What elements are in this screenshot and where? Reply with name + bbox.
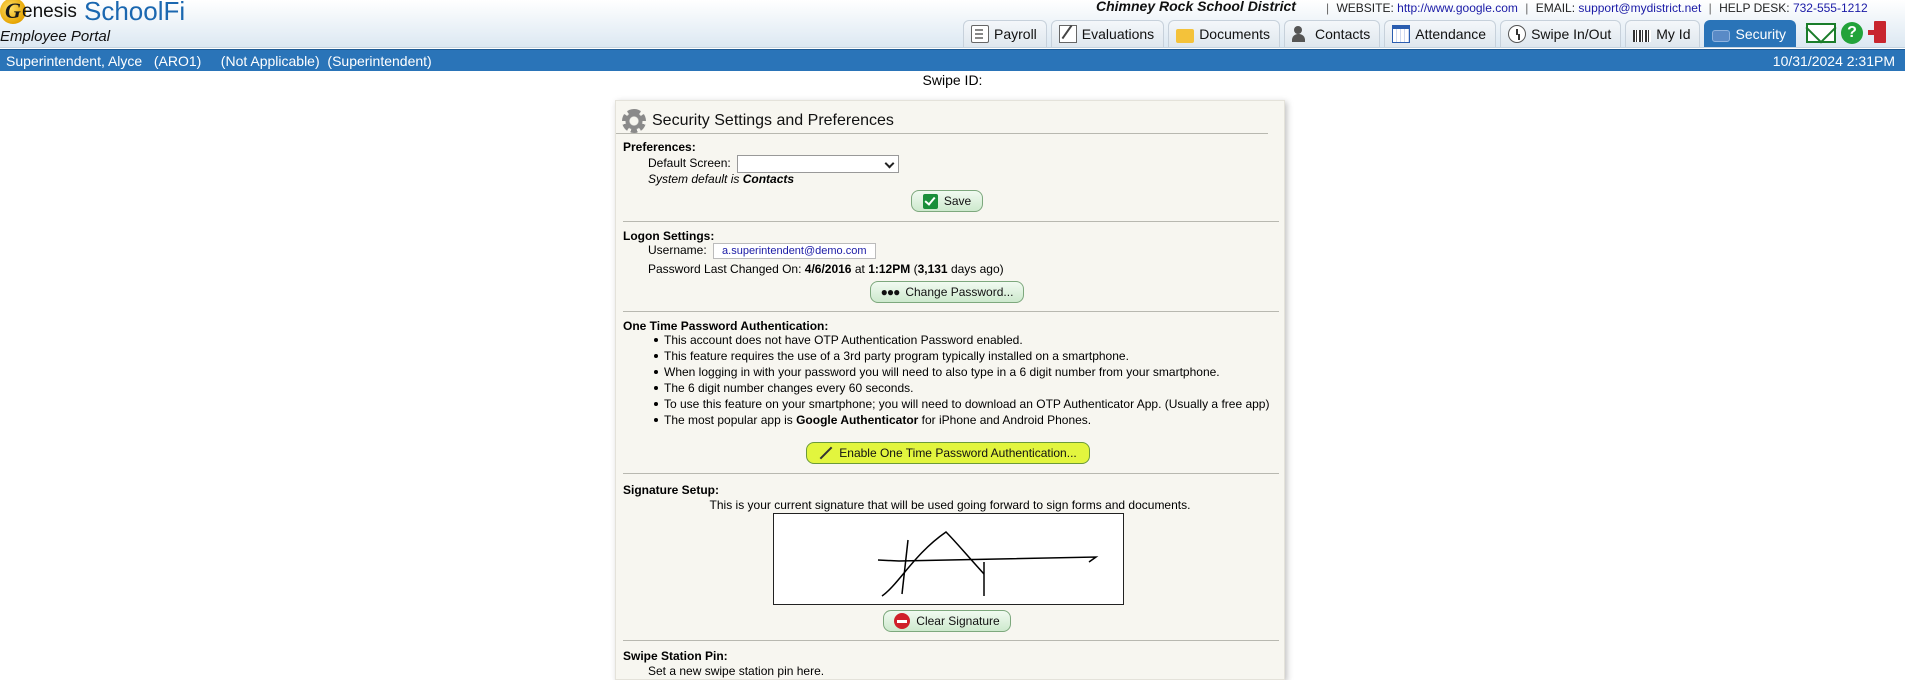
user-info-bar — [0, 49, 1905, 71]
tab-payroll[interactable]: Payroll — [963, 20, 1047, 47]
checkmark-icon — [923, 194, 938, 209]
list-item: The 6 digit number changes every 60 seconds. — [664, 380, 1269, 396]
default-screen-select[interactable] — [737, 155, 899, 173]
logo-text: enesis — [22, 1, 77, 22]
system-default-note: System default is Contacts — [648, 172, 795, 186]
divider — [623, 640, 1279, 641]
security-panel — [615, 100, 1285, 680]
system-default-value: Contacts — [742, 172, 795, 186]
swipe-id-label: Swipe ID: — [922, 72, 983, 88]
signature-heading: Signature Setup: — [623, 483, 720, 497]
top-header — [0, 0, 1905, 48]
calendar-icon — [1392, 25, 1410, 43]
genesis-logo-icon: G — [0, 0, 26, 24]
user-role: (Superintendent) — [327, 53, 432, 69]
password-changed-row: Password Last Changed On: 4/6/2016 at 1:12PM (3,131 days ago) — [648, 262, 1004, 276]
district-name: Chimney Rock School District — [1096, 0, 1296, 14]
password-age-days: 3,131 — [917, 262, 948, 276]
contacts-icon — [1292, 25, 1310, 43]
user-name: Superintendent, Alyce — [6, 53, 143, 69]
tab-attendance[interactable]: Attendance — [1384, 20, 1496, 47]
tab-contacts[interactable]: Contacts — [1284, 20, 1380, 47]
list-item: When logging in with your password you will need to also type in a 6 digit number from your smartphone. — [664, 364, 1269, 380]
otp-heading: One Time Password Authentication: — [623, 319, 829, 333]
panel-title: Security Settings and Preferences — [652, 112, 894, 129]
user-dept: (Not Applicable) — [220, 53, 320, 69]
password-changed-time: 1:12PM — [868, 262, 911, 276]
password-dots-icon: ●●● — [880, 285, 900, 299]
contact-info: | WEBSITE: http://www.google.com | EMAIL: support@mydistrict.net | HELP DESK: 732-555-1212 — [1326, 1, 1868, 15]
help-icon[interactable]: ? — [1841, 22, 1863, 44]
username-row — [648, 243, 876, 259]
payroll-icon — [971, 25, 989, 43]
clock-icon — [1508, 25, 1526, 43]
change-password-button[interactable]: ●●● Change Password... — [870, 281, 1024, 303]
username-label: Username: — [648, 243, 707, 257]
panel-header — [622, 109, 894, 133]
list-item: This account does not have OTP Authentication Password enabled. — [664, 332, 1269, 348]
swipe-pin-heading: Swipe Station Pin: — [623, 649, 728, 663]
header-actions — [1806, 21, 1890, 45]
otp-info-list — [664, 332, 1269, 428]
website-link[interactable]: http://www.google.com — [1397, 1, 1518, 15]
logon-settings-heading: Logon Settings: — [623, 229, 715, 243]
default-screen-row — [648, 155, 899, 173]
divider — [623, 311, 1279, 312]
product-name: SchoolFi — [84, 0, 186, 26]
tab-swipe-in-out[interactable]: Swipe In/Out — [1500, 20, 1621, 47]
enable-otp-button[interactable]: Enable One Time Password Authentication... — [806, 442, 1090, 464]
current-datetime: 10/31/2024 2:31PM — [1772, 53, 1895, 69]
signature-note: This is your current signature that will be used going forward to sign forms and documents. — [709, 498, 1191, 512]
main-tabs — [963, 20, 1796, 47]
mail-icon[interactable] — [1806, 23, 1836, 43]
helpdesk-link[interactable]: 732-555-1212 — [1792, 1, 1868, 15]
email-label: EMAIL: — [1535, 1, 1576, 15]
folder-icon — [1176, 29, 1194, 43]
list-item: To use this feature on your smartphone; you will need to download an OTP Authenticator App. (Usually a free app) — [664, 397, 1270, 411]
user-code: (ARO1) — [153, 53, 202, 69]
helpdesk-label: HELP DESK: — [1719, 1, 1790, 15]
signature-drawing — [774, 514, 1125, 606]
tab-evaluations[interactable]: Evaluations — [1051, 20, 1164, 47]
tab-my-id[interactable]: My Id — [1625, 20, 1700, 47]
remove-icon — [894, 613, 910, 629]
pencil-icon — [819, 446, 833, 460]
popular-app-name: Google Authenticator — [796, 413, 919, 427]
divider — [616, 133, 1268, 134]
security-icon — [1712, 30, 1730, 42]
exit-icon[interactable] — [1868, 21, 1890, 45]
username-value: a.superintendent@demo.com — [713, 243, 875, 259]
tab-documents[interactable]: Documents — [1168, 20, 1280, 47]
clear-signature-button[interactable]: Clear Signature — [883, 610, 1011, 632]
list-item: This feature requires the use of a 3rd party program typically installed on a smartphone. — [664, 348, 1269, 364]
preferences-heading: Preferences: — [623, 140, 696, 154]
evaluations-icon — [1059, 25, 1077, 43]
list-item: The most popular app is Google Authenticator for iPhone and Android Phones. — [664, 412, 1269, 428]
divider — [623, 221, 1279, 222]
gear-icon — [622, 109, 646, 133]
divider — [623, 473, 1279, 474]
swipe-pin-note: Set a new swipe station pin here. — [648, 664, 825, 678]
tab-security[interactable]: Security — [1704, 20, 1796, 47]
website-label: WEBSITE: — [1336, 1, 1394, 15]
save-button[interactable]: Save — [911, 190, 983, 212]
email-link[interactable]: support@mydistrict.net — [1578, 1, 1702, 15]
default-screen-label: Default Screen: — [648, 156, 731, 171]
portal-title: Employee Portal — [0, 28, 111, 45]
signature-pad[interactable] — [773, 513, 1124, 605]
password-changed-date: 4/6/2016 — [804, 262, 852, 276]
barcode-icon — [1633, 30, 1651, 42]
